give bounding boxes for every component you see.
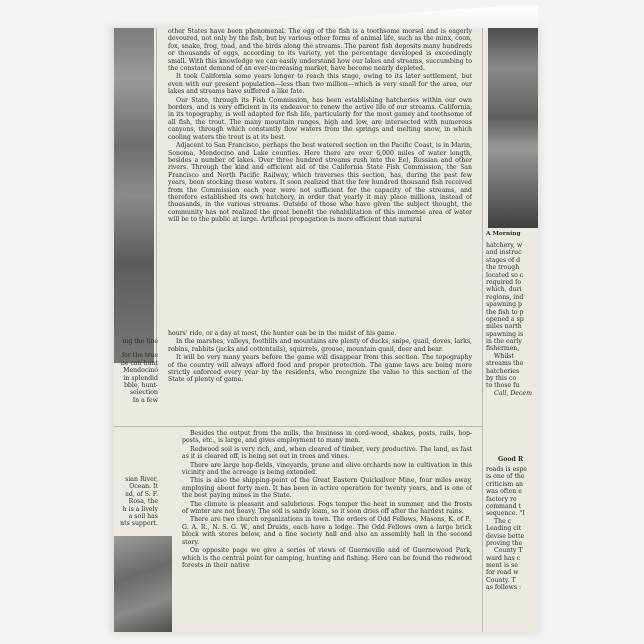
right-line: miles north [486,323,522,331]
left-line: ne can hunt [120,359,158,367]
right-line: County. T [486,576,516,584]
left-photo-top [114,28,154,363]
main-paragraph: Adjacent to San Francisco, perhaps the best watered section on the Pacific Coast, is in Marin, Sonoma, Mendocino and Lake counties. Here there are over 6,000 miles of water length, besides a number of lakes. Over three hundred streams rush into the Eel, Russian and other rivers. Through the kind and efficient aid of the California State Fish Commission, the San Francisco and North Pacific Railway, which traverses this section, has, during the past few years, been stocking these waters. It soon realized that the few hundred thousand fish received from the Commission each year were not sufficient for the capacity of the streams, and therefore established its own hatchery, in order that yearly it may place millions, instead of thousands, in the various streams. Outside of those who have given the subject thought, the community has not realized the great benefit the rehabilitation of this immense area of water will be to the public at large. Artificial propagation is more efficient than natural [168,142,472,224]
right-line: for road w [486,569,519,577]
greeting-card [114,28,538,632]
right-credit: Call, Decem [494,389,532,397]
right-line: hatchery, w [486,242,523,249]
main-paragraph: other States have been phenomenal. The egg of the fish is a toothsome morsel and is eagerly devoured, not only by the fish, but by various other forms of animal life, such as the minx, coon, fox, snake, frog, toad, and the birds along the streams. The parent fish deposits many hundreds or thousands of eggs, according to its variety, yet the percentage developed is exceedingly small. With this knowledge we can easily understand how our lakes and streams, succumbing to the constant demand of an ever-increasing market, have become nearly depleted. [168,28,472,73]
left-line: ing the line [122,338,158,345]
right-photo-caption: A Morning [486,231,521,237]
town-paragraph: This is also the shipping-point of the Great Eastern Quicksilver Mine, four miles away, employing about forty men. It has been in active operation for twenty years, and is one of the best paying mines in the State. [182,477,472,500]
column-rule-left [156,28,157,368]
left-column-fragments-top [114,338,158,434]
town-paragraph: There are two church organizations in town. The orders of Odd Fellows, Masons, K. of P., G. A. R., N. S. G. W., and Druids, each have a lodge. The Odd Fellows own a large brick block with stores below, and a fine society hall and also an assembly hall in the second story. [182,516,472,546]
town-paragraph: Besides the output from the mills, the business in cord-wood, shakes, posts, rails, hop-posts, etc., is large, and gives employment to many men. [182,430,472,445]
section-rule [114,426,482,427]
right-line: is one of the [486,473,525,481]
right-line: proving the [486,539,523,547]
right-line: by this co [486,375,517,383]
left-line: h is a lively [122,505,158,513]
game-article [168,330,472,424]
right-line: The c [494,517,512,525]
right-line: required fo [486,278,522,286]
right-line: which, duri [486,286,522,294]
left-line: nts support. [120,520,158,528]
right-line: located so c [486,271,524,279]
left-column-fragments-bottom [114,476,158,532]
town-paragraph: There are large hop-fields, vineyards, prune and olive orchards now in cultivation in this vicinity and the acreage is being extended. [182,461,472,477]
left-line: in splendid [123,374,158,382]
right-line: as follows : [486,584,522,592]
left-line: sian River, [125,476,158,483]
right-line: hatcheries [486,367,520,375]
right-line: County T [494,547,523,555]
right-line: spawning p [486,301,522,309]
main-article [168,28,472,328]
main-paragraph: It took California some years longer to reach this stage, owing to its later settlement, but even with our present population—less than two million—which is very small for the area, our lakes and streams have suffered a like fate. [168,73,472,96]
right-line: ward has c [486,554,521,562]
right-column-fragments-bottom [486,466,538,632]
game-paragraph: In the marshes, valleys, foothills and mountains are plenty of ducks, snipe, quail, doves, larks, robins, rabbits (jacks and cottontails), squirrels, grouse, mountain quail, deer and bear. [168,338,472,353]
right-line: in the early [486,338,522,346]
right-line: roads is espe [486,466,528,473]
left-line: for the true [121,352,158,360]
town-paragraph: On opposite page we give a series of views of Guerneville and of Guernewood Park, which is the central point for camping, hunting and fishing. Here can be found the redwood forests in their native [182,547,472,569]
left-photo-bottom [114,536,172,632]
left-line: selection [129,389,158,397]
right-line: factory re [486,495,517,503]
right-heading: Good R [498,456,524,463]
right-line: streams the [486,360,524,368]
left-line: a soil has [128,512,158,520]
right-line: command t [486,502,522,510]
town-paragraph: The climate is pleasant and salubrious. Fogs temper the heat in summer, and the frosts of winter are not heavy. The soil is sandy loam, so it soon dries off after the hardest rains. [182,500,472,516]
left-line: Ocean. It [129,483,158,491]
right-line: the trough [486,264,520,272]
town-article [182,430,472,632]
right-line: devise bette [486,532,525,540]
right-line: sequence. "I [486,510,525,518]
main-paragraph: Our State, through its Fish Commission, has been establishing hatcheries within our own borders, and is very efficient in its endeavor to renew the active life of our streams. California, in its topography, is well adapted for fish life, particularly for the most gamey and toothsome of all fish, the trout. The many mountain ranges, high and low, are intersected with numerous canyons, through which constantly flow waters from the springs and melting snow, in which cooling waters the trout is at its best. [168,96,472,141]
right-line: Leading cit [486,525,522,533]
left-line: bble, hunt- [123,381,158,389]
left-line: Mendocino [123,367,158,375]
right-column-fragments-top [486,242,538,450]
right-line: and instruc [486,249,522,257]
town-paragraph: Redwood soil is very rich, and, when cleared of timber, very productive. The land, as fast as it is cleared off, is being set out in trees and vines. [182,445,472,461]
right-line: fishermen, [486,345,520,353]
game-paragraph: It will be very many years before the game will disappear from this section. The topography of the country will always afford food and proper protection. The game laws are being more strictly enforced every year by the residents, who recognize the value to this section of the State of plenty of game. [168,354,472,384]
left-line: Rosa, the [128,498,158,506]
right-line: stages of d [486,256,521,264]
left-line: ad, of S. F. [125,490,158,498]
right-line: spawning is [486,330,524,338]
right-line: Whilst [494,352,514,360]
column-rule-right [482,28,483,632]
right-line: regions, ind [486,293,524,301]
right-photo [488,28,538,228]
right-line: to those fu [486,382,520,390]
right-line: ment is se [486,562,518,570]
left-line: In a few [132,396,158,404]
right-line: criticism an [486,480,523,488]
game-paragraph: hours' ride, or a day at most, the hunter can be in the midst of his game. [168,330,397,337]
right-line: the fish to p [486,308,524,316]
right-line: was often e [486,488,522,496]
right-line: opened a sp [486,315,524,323]
